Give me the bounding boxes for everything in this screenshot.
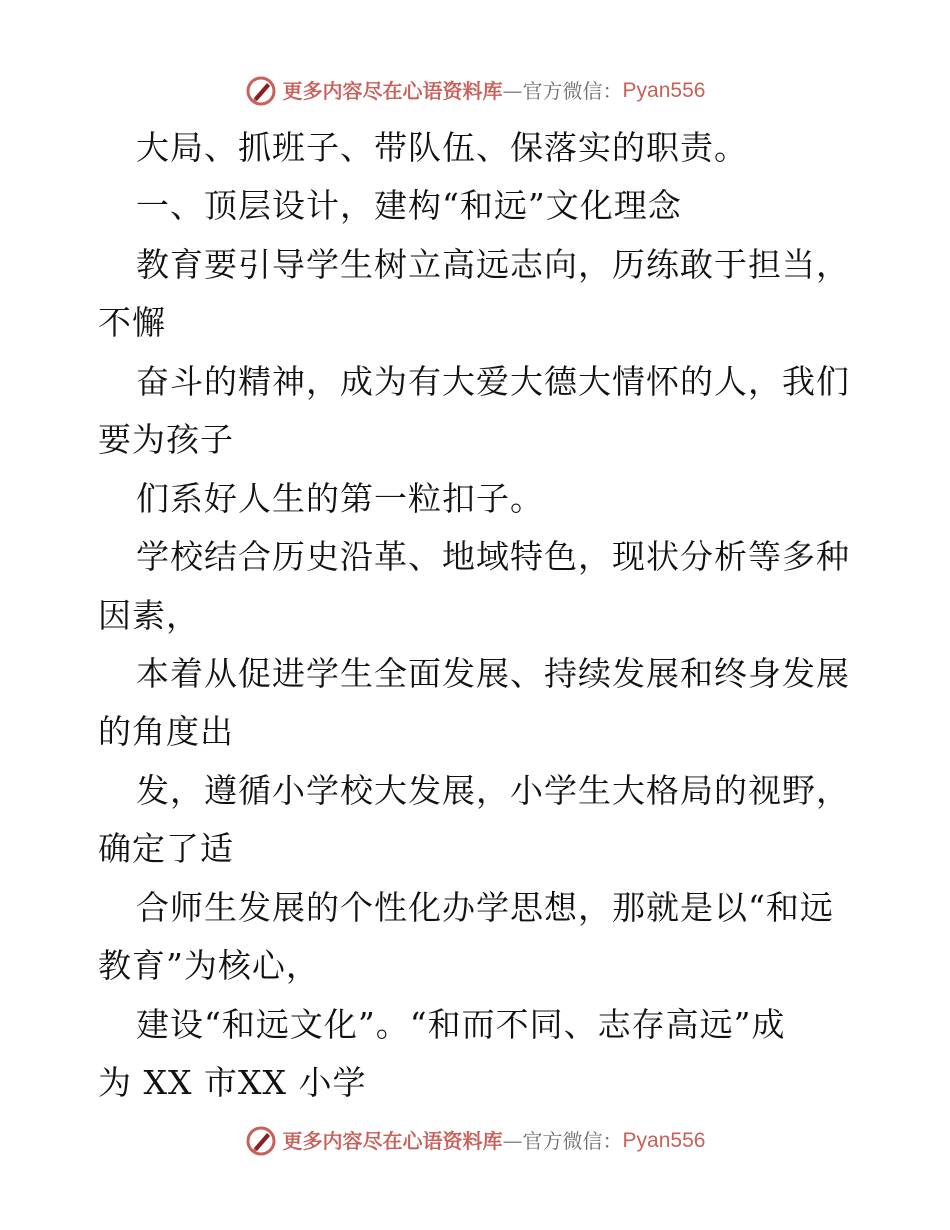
text-line: 本着从促进学生全面发展、持续发展和终身发展 xyxy=(136,654,850,693)
banner-wechat-id: Pyan556 xyxy=(622,79,706,102)
text-line: 教育”为核心， xyxy=(98,946,320,985)
text-line: 因素， xyxy=(98,596,200,635)
text-line: 建设“和远文化”。“和而不同、志存高远”成 xyxy=(136,1005,786,1044)
banner-wechat-label: 官方微信： xyxy=(522,1129,623,1153)
text-line: 确定了适 xyxy=(98,829,234,868)
banner-dash: — xyxy=(502,79,523,103)
banner-title: 更多内容尽在心语资料库 xyxy=(282,1129,503,1153)
pen-logo-icon xyxy=(245,75,277,107)
text-line: 大局、抓班子、带队伍、保落实的职责。 xyxy=(136,128,748,167)
banner-title: 更多内容尽在心语资料库 xyxy=(282,79,503,103)
pen-logo-icon xyxy=(245,1125,277,1157)
text-line: 不懈 xyxy=(98,303,166,342)
text-line: 发，遵循小学校大发展，小学生大格局的视野， xyxy=(136,771,850,810)
banner-wechat-label: 官方微信： xyxy=(522,79,623,103)
text-line: 为 XX 市XX 小学 xyxy=(98,1063,367,1102)
footer-watermark xyxy=(0,1121,950,1161)
text-line: 们系好人生的第一粒扣子。 xyxy=(136,479,544,518)
banner-wechat-id: Pyan556 xyxy=(622,1129,706,1152)
banner-dash: — xyxy=(502,1129,523,1153)
text-line: 一、顶层设计，建构“和远”文化理念 xyxy=(136,186,682,225)
text-line: 奋斗的精神，成为有大爱大德大情怀的人，我们 xyxy=(136,362,850,401)
text-line: 要为孩子 xyxy=(98,420,234,459)
header-watermark xyxy=(0,71,950,111)
text-line: 教育要引导学生树立高远志向，历练敢于担当， xyxy=(136,245,850,284)
text-line: 的角度出 xyxy=(98,712,234,751)
text-line: 学校结合历史沿革、地域特色，现状分析等多种 xyxy=(136,537,850,576)
text-line: 合师生发展的个性化办学思想，那就是以“和远 xyxy=(136,888,834,927)
